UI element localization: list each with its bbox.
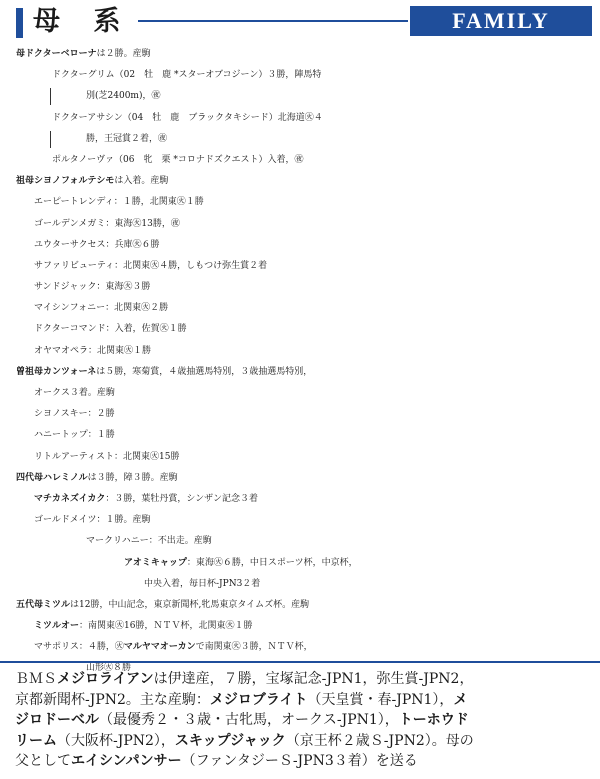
child-name: ミツルオー <box>34 621 80 632</box>
bms-text: （ファンタジーＳ-JPN3３着）を送る <box>181 753 418 770</box>
offspring-text: 勝，王冠賞２着，㊰ <box>86 133 168 144</box>
granddam-name: 祖母シヨノフォルテシモ <box>16 176 115 187</box>
bms-offspring-name: メジロブライト <box>209 691 308 708</box>
bms-text: （京王杯２歳Ｓ-JPN2）。母の <box>285 732 474 749</box>
section-header <box>0 0 600 44</box>
bms-paragraph <box>15 669 587 772</box>
granddam-offspring: サンドジャック：東海㊋３勝 <box>34 282 151 293</box>
bms-text: （最優秀２・３歳・古牝馬，オークス-JPN1）， <box>99 712 399 729</box>
fourth-dam-grandchild: マークリハニー：不出走。産駒 <box>86 536 212 547</box>
bms-text: 京都新聞杯-JPN2。主な産駒： <box>15 691 210 708</box>
fourth-dam-child: ゴールドメイツ：１勝。産駒 <box>34 515 151 526</box>
bms-line <box>15 731 587 752</box>
granddam-summary: は入着。産駒 <box>114 176 169 187</box>
fifth-dam-line <box>0 595 600 616</box>
offspring-text: ポルタノーヴァ（06 牝 栗 *コロナドズクエスト）入着，㊰ <box>52 154 304 165</box>
bms-sire-name: メジロライアン <box>57 671 154 687</box>
fourth-dam-line <box>0 468 600 489</box>
offspring-text: 別(芝2400m)，㊰ <box>86 91 161 102</box>
bms-offspring-name: ジロドーベル <box>15 712 99 729</box>
continuation-bar <box>50 131 51 148</box>
header-accent-bar <box>16 8 23 38</box>
dam-line <box>0 44 600 65</box>
great-grandchild-text: ：東海㊋６勝，中日スポーツ杯，中京杯， <box>186 557 358 568</box>
fourth-dam-summary: は３勝，障３勝。産駒 <box>87 472 178 483</box>
offspring-text: ドクターグリム（02 牡 鹿 *スターオブコジーン）３勝，陣馬特 <box>52 70 322 81</box>
bms-line <box>15 710 587 731</box>
bms-line <box>15 690 587 711</box>
child-text: ：３勝，葉牡丹賞，シンザン記念３着 <box>105 493 258 504</box>
header-rule <box>138 20 408 22</box>
bms-text: は伊達産，７勝，宝塚記念-JPN1，弥生賞-JPN2， <box>153 671 474 687</box>
child-text: ：南関東㊋16勝，ＮＴＶ杯，北関東㊋１勝 <box>79 621 253 632</box>
section-title: 母 系 <box>33 6 133 37</box>
child-text: で南関東㊋３勝，ＮＴＶ杯， <box>195 642 313 653</box>
bms-line <box>15 669 587 690</box>
granddam-line <box>0 171 600 192</box>
dam-offspring-line-cont <box>0 86 600 107</box>
granddam-offspring: ユウターサクセス：兵庫㊋６勝 <box>34 239 160 250</box>
section-divider <box>0 661 600 663</box>
great-granddam-offspring: リトルアーティスト：北関東㊋15勝 <box>34 451 180 462</box>
bms-text: （大阪杯-JPN2）， <box>57 732 175 749</box>
section-badge: FAMILY <box>410 6 592 36</box>
child-text: マサポリス：４勝，㊋ <box>34 642 124 653</box>
dam-offspring-line <box>0 65 600 86</box>
bms-offspring-name: メ <box>453 691 468 708</box>
granddam-offspring: オヤマオペラ：北関東㊋１勝 <box>34 345 152 356</box>
granddam-offspring: サファリビューティ：北関東㊋４勝，しもつけ弥生賞２着 <box>34 260 268 271</box>
granddam-offspring: ドクターコマンド：入着，佐賀㊋１勝 <box>34 324 187 335</box>
bms-label: ＢＭＳ <box>15 671 57 687</box>
family-body <box>0 44 600 680</box>
bms-text: 父として <box>15 753 71 770</box>
fourth-dam-child <box>0 489 600 510</box>
bms-offspring-name: トーホウド <box>398 712 469 729</box>
fourth-dam-great-grandchild <box>0 553 600 574</box>
dam-offspring-line <box>0 150 600 171</box>
fifth-dam-child <box>0 616 600 637</box>
fifth-dam-child-cont: 山形㊋８勝 <box>86 663 132 674</box>
granddam-offspring: ゴールデンメガミ：東海㊋13勝，㊰ <box>34 218 180 229</box>
offspring-text: ドクターアサシン（04 牡 鹿 ブラックタキシード）北海道㊋４ <box>52 112 323 123</box>
great-granddam-line <box>0 362 600 383</box>
fourth-dam-name: 四代母ハレミノル <box>16 472 88 483</box>
great-granddam-summary: は５勝，寒菊賞，４歳抽選馬特別，３歳抽選馬特別， <box>96 366 313 377</box>
fifth-dam-child <box>0 637 600 658</box>
great-granddam-summary-cont: オークス３着。産駒 <box>34 388 115 398</box>
great-granddam-name: 曽祖母カンツォーネ <box>16 366 97 377</box>
dam-offspring-line-cont <box>0 129 600 150</box>
bms-line <box>15 751 587 772</box>
child-name: マルヤマオーカン <box>123 642 196 653</box>
dam-offspring-line <box>0 108 600 129</box>
bms-offspring-name: リーム <box>15 732 57 749</box>
fifth-dam-name: 五代母ミツル <box>16 599 71 610</box>
great-grandchild-name: アオミキャップ <box>124 557 187 568</box>
continuation-bar <box>50 88 51 105</box>
granddam-offspring: エーピートレンディ：１勝，北関東㊋１勝 <box>34 197 204 208</box>
bms-offspring-name: エイシンパンサー <box>71 753 182 770</box>
great-granddam-offspring: ハニートップ：１勝 <box>34 430 115 441</box>
dam-summary: は２勝。産駒 <box>96 49 151 59</box>
fourth-dam-great-grandchild-cont: 中央入着，毎日杯-JPN3２着 <box>144 578 261 589</box>
great-granddam-offspring: シヨノスキー：２勝 <box>34 409 115 420</box>
bms-offspring-name: スキップジャック <box>174 732 286 749</box>
child-name: マチカネズイカク <box>34 493 106 504</box>
granddam-offspring: マイシンフォニー：北関東㊋２勝 <box>34 303 169 314</box>
fifth-dam-summary: は12勝，中山記念，東京新聞杯,牝馬東京タイムズ杯。産駒 <box>70 599 310 610</box>
bms-text: （天皇賞・春-JPN1）， <box>307 691 454 708</box>
dam-name: 母ドクターベローナ <box>16 49 97 59</box>
